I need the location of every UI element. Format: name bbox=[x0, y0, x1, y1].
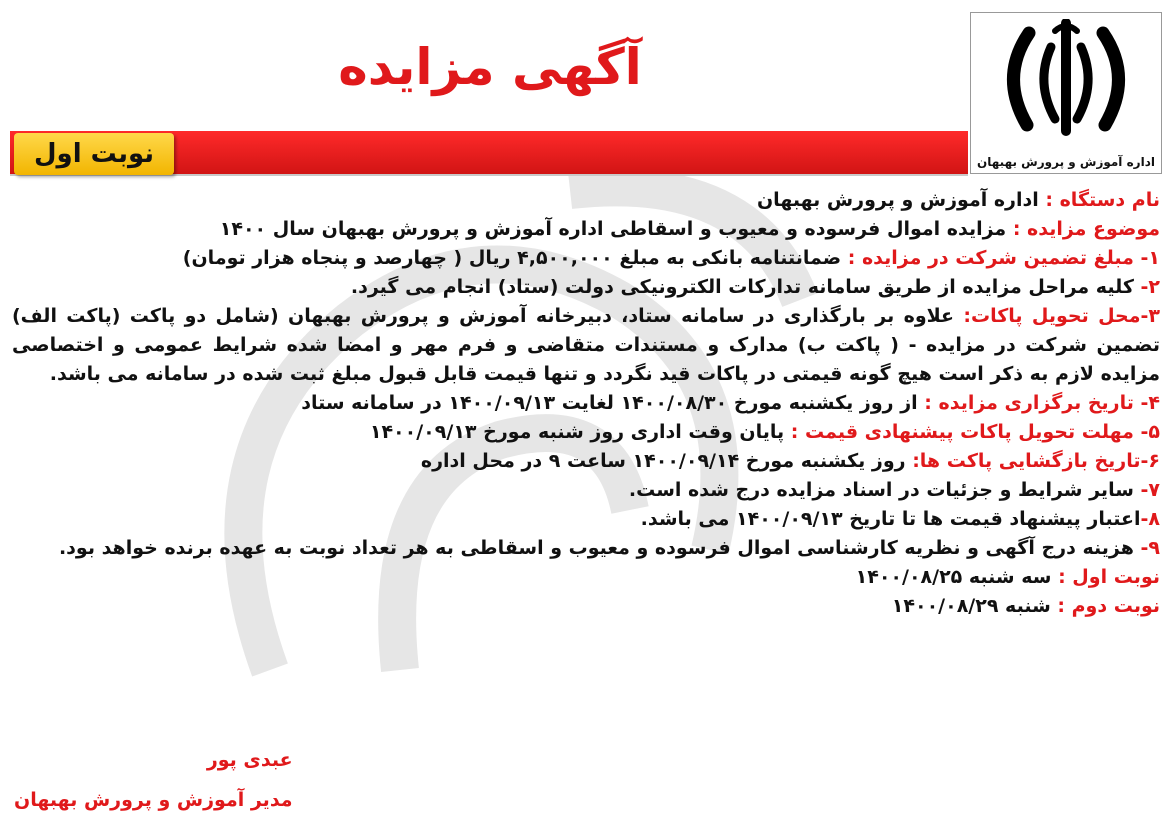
item-8-label: ۸- bbox=[1140, 508, 1160, 530]
iran-emblem-icon bbox=[991, 19, 1141, 143]
first-round-date: سه شنبه ۱۴۰۰/۰۸/۲۵ bbox=[855, 566, 1059, 588]
item-3-value: علاوه بر بارگذاری در سامانه ستاد، دبیرخانه آموزش و پرورش بهبهان (شامل دو پاکت (پاکت الف) تضمین شرکت در مزایده - ( پاکت ب) مدارک و مستندات متقاضی و فرم مهر و امضا شده شرایط عمومی و اختصاصی مزایده لازم به ذکر است هیچ گونه قیمتی در پاکات قید نگردد و تنها قیمت قابل قبول مبلغ ثبت شده در سامانه می باشد. bbox=[12, 305, 1160, 385]
item-3 bbox=[12, 302, 1160, 389]
item-4-label: ۴- تاریخ برگزاری مزایده : bbox=[924, 392, 1160, 414]
item-2-label: ۲- bbox=[1140, 276, 1160, 298]
item-5-value: پایان وقت اداری روز شنبه مورخ ۱۴۰۰/۰۹/۱۳ bbox=[369, 421, 791, 443]
first-round-label: نوبت اول : bbox=[1058, 566, 1160, 588]
item-5 bbox=[12, 418, 1160, 447]
item-6-value: روز یکشنبه مورخ ۱۴۰۰/۰۹/۱۴ ساعت ۹ در محل اداره bbox=[420, 450, 913, 472]
agency-value: اداره آموزش و پرورش بهبهان bbox=[756, 189, 1046, 211]
item-2-value: کلیه مراحل مزایده از طریق سامانه تدارکات الکترونیکی دولت (ستاد) انجام می گیرد. bbox=[350, 276, 1141, 298]
signer-name: عبدی پور bbox=[206, 749, 293, 771]
item-4-value: از روز یکشنبه مورخ ۱۴۰۰/۰۸/۳۰ لغایت ۱۴۰۰/۰۹/۱۳ در سامانه ستاد bbox=[301, 392, 925, 414]
item-9 bbox=[12, 534, 1160, 563]
item-3-label: ۳-محل تحویل پاکات: bbox=[963, 305, 1160, 327]
round-badge: نوبت اول bbox=[14, 133, 174, 175]
logo-box bbox=[970, 12, 1162, 174]
agency-label: نام دستگاه : bbox=[1045, 189, 1160, 211]
second-round-label: نوبت دوم : bbox=[1057, 595, 1160, 617]
item-8-value: اعتبار پیشنهاد قیمت ها تا تاریخ ۱۴۰۰/۰۹/۱۳ می باشد. bbox=[640, 508, 1141, 530]
first-round-line bbox=[12, 563, 1160, 592]
item-9-label: ۹- bbox=[1140, 537, 1160, 559]
item-7 bbox=[12, 476, 1160, 505]
subject-line bbox=[12, 215, 1160, 244]
item-8 bbox=[12, 505, 1160, 534]
item-6-label: ۶-تاریخ بازگشایی پاکت ها: bbox=[912, 450, 1160, 472]
subject-value: مزایده اموال فرسوده و معیوب و اسقاطی اداره آموزش و پرورش بهبهان سال ۱۴۰۰ bbox=[219, 218, 1013, 240]
item-1-value: ضمانتنامه بانکی به مبلغ ۴,۵۰۰,۰۰۰ ریال ( چهارصد و پنجاه هزار تومان) bbox=[182, 247, 848, 269]
page-title: آگهی مزایده bbox=[338, 38, 642, 96]
signature-block bbox=[14, 740, 293, 820]
second-round-line bbox=[12, 592, 1160, 621]
notice-body bbox=[12, 186, 1160, 621]
item-7-label: ۷- bbox=[1140, 479, 1160, 501]
item-1 bbox=[12, 244, 1160, 273]
item-1-label: ۱- مبلغ تضمین شرکت در مزایده : bbox=[847, 247, 1160, 269]
item-2 bbox=[12, 273, 1160, 302]
item-6 bbox=[12, 447, 1160, 476]
item-4 bbox=[12, 389, 1160, 418]
second-round-date: شنبه ۱۴۰۰/۰۸/۲۹ bbox=[891, 595, 1058, 617]
logo-caption: اداره آموزش و پرورش بهبهان bbox=[977, 155, 1155, 169]
item-9-value: هزینه درج آگهی و نظریه کارشناسی اموال فرسوده و معیوب و اسقاطی به هر تعداد نوبت به عهده برنده خواهد بود. bbox=[58, 537, 1141, 559]
item-5-label: ۵- مهلت تحویل پاکات پیشنهادی قیمت : bbox=[790, 421, 1160, 443]
agency-line bbox=[12, 186, 1160, 215]
signer-role: مدیر آموزش و پرورش بهبهان bbox=[14, 789, 293, 811]
subject-label: موضوع مزایده : bbox=[1012, 218, 1160, 240]
item-7-value: سایر شرایط و جزئیات در اسناد مزایده درج شده است. bbox=[628, 479, 1141, 501]
